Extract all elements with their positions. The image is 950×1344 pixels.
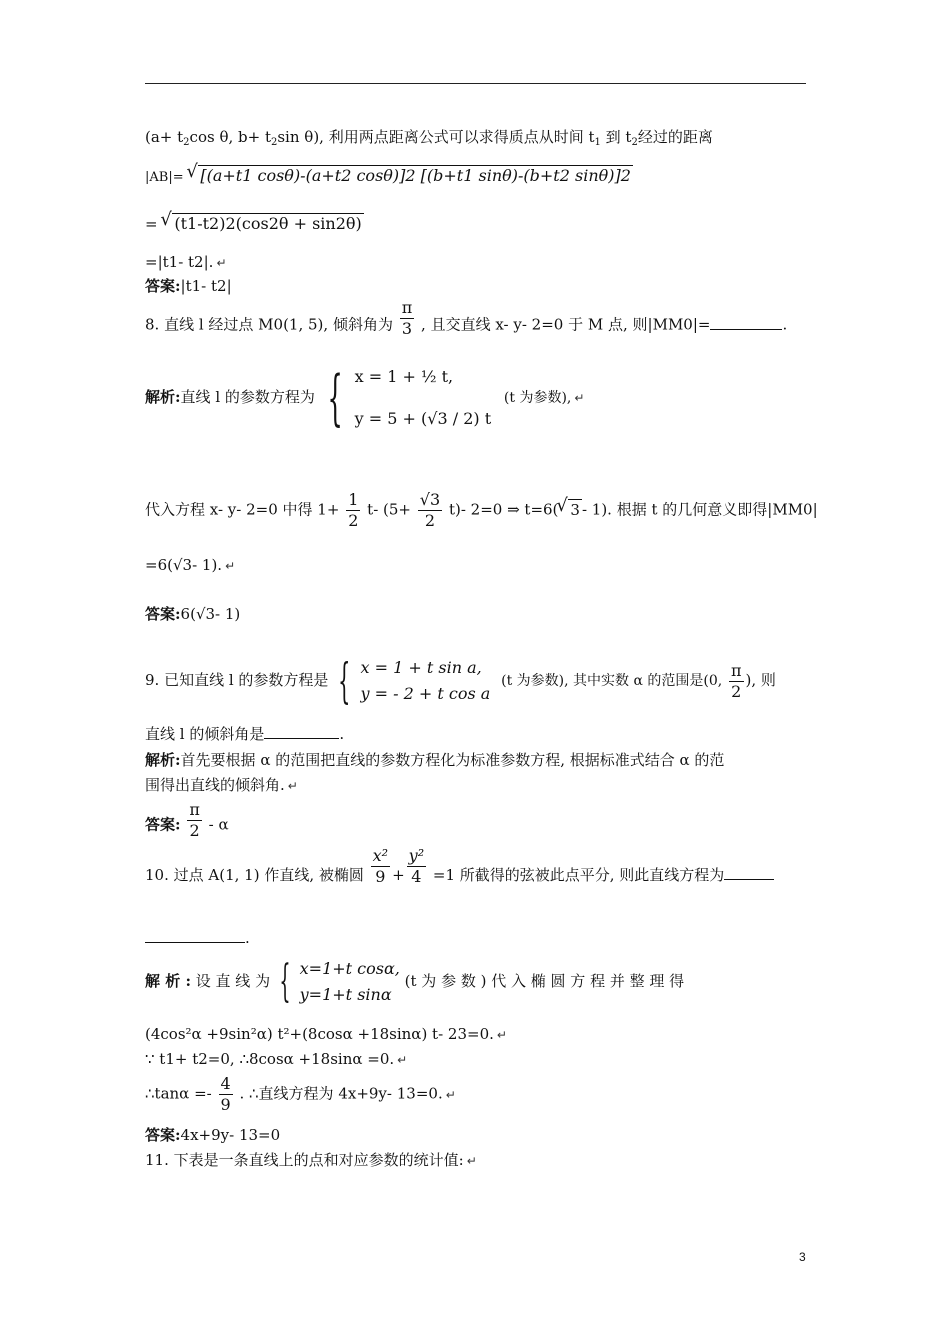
- return-mark-icon: ↵: [496, 1028, 507, 1042]
- q9-answer: 答案: $\frac{\pi}{2}$ - α: [145, 800, 229, 840]
- q10-solution: 解 析 : 设 直 线 为 { x=1+t cosα, y=1+t sinα (t 为 参 数 ) 代 入 椭 圆 方 程 并 整 理 得: [145, 956, 685, 1007]
- q8-system: x = 1 + ½ t, y = 5 + (√3 / 2) t: [354, 367, 492, 428]
- q9-solution-1: 解析:首先要根据 α 的范围把直线的参数方程化为标准参数方程, 根据标准式结合 α 的范: [145, 751, 725, 769]
- q11-stem: 11. 下表是一条直线上的点和对应参数的统计值: ↵: [145, 1151, 477, 1169]
- q9-system: x = 1 + t sin a, y = - 2 + t cos a: [360, 658, 491, 703]
- q9-solution-2: 围得出直线的倾斜角. ↵: [145, 776, 298, 794]
- q8-solution: 解析:直线 l 的参数方程为 { x = 1 + ½ t, y = 5 + (√3 / 2) t (t 为参数), ↵: [145, 356, 584, 440]
- q9-stem: 9. 已知直线 l 的参数方程是 { x = 1 + t sin a, y = - 2 + t cos a (t 为参数), 其中实数 α 的范围是(0, $\frac{\pi}{2}$ ), 则: [145, 653, 776, 709]
- q8-substitution: 代入方程 x- y- 2=0 中得 1+ $\frac{1}{2}$ t- (5+ $\frac{√3}{2}$ t)- 2=0 ⇒ t=6(√ 3 - 1). 根据 t 的几何意义即得|MM0|: [145, 490, 818, 531]
- brace-icon: {: [279, 956, 291, 1007]
- q10-eq1: (4cos²α +9sin²α) t²+(8cosα +18sinα) t- 23=0. ↵: [145, 1025, 507, 1043]
- return-mark-icon: ↵: [445, 1087, 456, 1102]
- q7-simplified: = √ (t1-t2)2(cos2θ + sin2θ): [145, 213, 364, 234]
- brace-icon: {: [327, 363, 343, 433]
- return-mark-icon: ↵: [466, 1154, 477, 1168]
- q10-answer: 答案:4x+9y- 13=0: [145, 1126, 281, 1144]
- q10-eq3: ∴tanα =- $\frac{4}{9}$ . ∴直线方程为 4x+9y- 13=0. ↵: [145, 1074, 456, 1114]
- q7-result: =|t1- t2|. ↵: [145, 253, 227, 271]
- return-mark-icon: ↵: [216, 256, 227, 270]
- brace-icon: {: [338, 653, 351, 709]
- return-mark-icon: ↵: [287, 779, 298, 793]
- return-mark-icon: ↵: [397, 1053, 408, 1067]
- q10-system: x=1+t cosα, y=1+t sinα: [299, 959, 400, 1004]
- q7-distance-formula: |AB|= √ [(a+t1 cosθ)-(a+t2 cosθ)]2 [(b+t1 sinθ)-(b+t2 sinθ)]2: [145, 165, 633, 188]
- return-mark-icon: ↵: [574, 391, 585, 405]
- header-rule: [145, 83, 806, 84]
- return-mark-icon: ↵: [225, 559, 236, 573]
- q9-stem-cont: 直线 l 的倾斜角是 .: [145, 725, 345, 743]
- page-number: 3: [799, 1250, 806, 1264]
- q8-result: =6(√3- 1). ↵: [145, 556, 236, 574]
- q8-stem: 8. 直线 l 经过点 M0(1, 5), 倾斜角为 $\frac{\pi}{3}$ , 且交直线 x- y- 2=0 于 M 点, 则|MM0|= .: [145, 298, 788, 338]
- q10-eq2: ∵ t1+ t2=0, ∴8cosα +18sinα =0. ↵: [145, 1050, 408, 1068]
- q7-answer: 答案:|t1- t2|: [145, 277, 232, 295]
- q10-stem: 10. 过点 A(1, 1) 作直线, 被椭圆 $\frac{\text{x²}}{9}$ + $\frac{\text{y²}}{4}$ =1 所截得的弦被此点平分, 则此直线方程为: [145, 865, 774, 887]
- q10-blank: .: [145, 928, 250, 948]
- q7-line1: ($a+ t_2\cos$ θ, $b+ t_2\sin$ θ), 利用两点距离公式可以求得质点从时间 $t_1$ 到 $t_2$经过的距离: [145, 128, 713, 148]
- q8-answer: 答案:6(√3- 1): [145, 605, 241, 623]
